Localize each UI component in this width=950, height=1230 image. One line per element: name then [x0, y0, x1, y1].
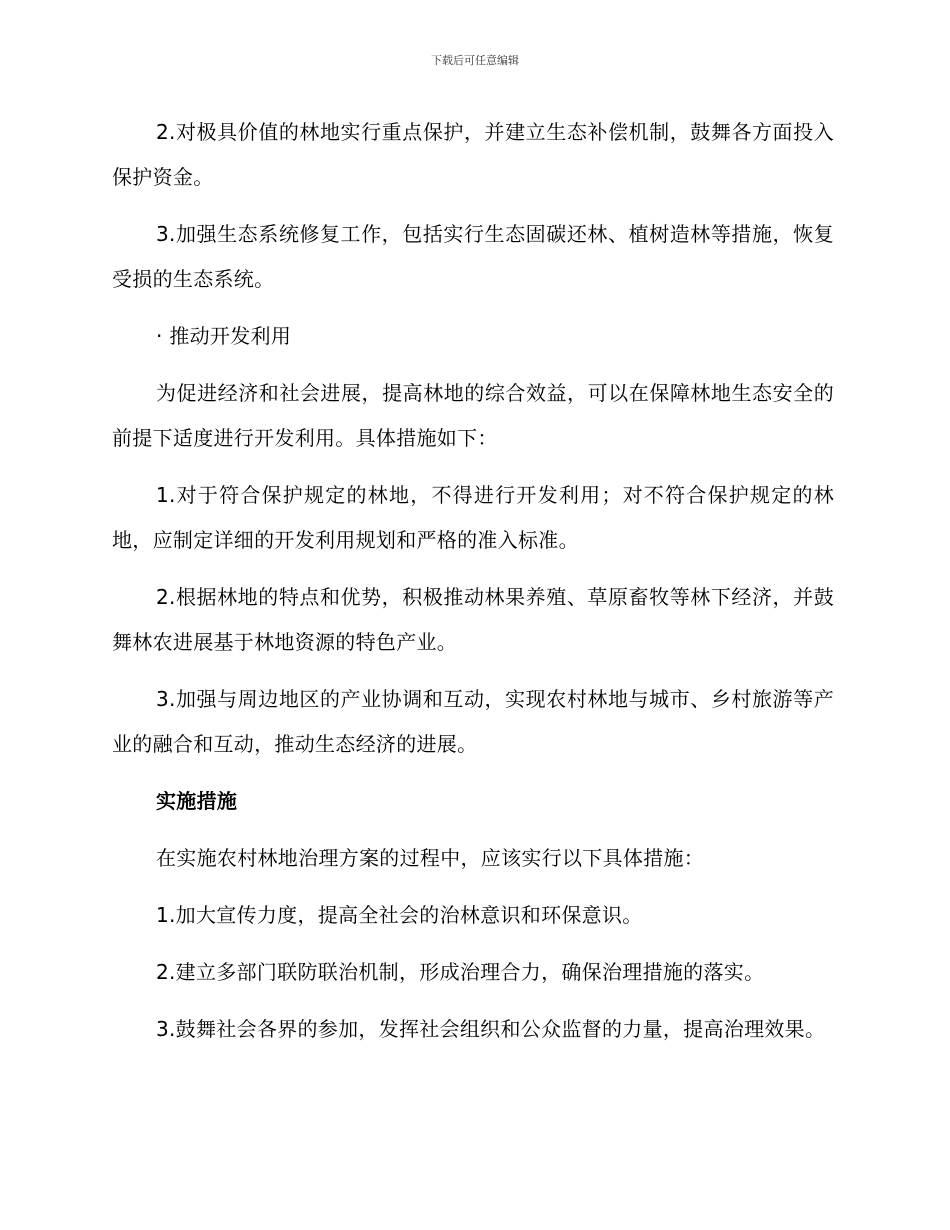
- paragraph-implementation-intro: 在实施农村林地治理方案的过程中，应该实行以下具体措施：: [156, 846, 705, 870]
- paragraph-protection-2: 2.对极具价值的林地实行重点保护，并建立生态补偿机制，鼓舞各方面投入保护资金。: [112, 120, 834, 189]
- paragraph-implementation-1: 1.加大宣传力度，提高全社会的治林意识和环保意识。: [156, 903, 643, 927]
- paragraph-development-1: 1.对于符合保护规定的林地，不得进行开发利用；对不符合保护规定的林地，应制定详细的开发利用规划和严格的准入标准。: [112, 483, 834, 552]
- section-heading-implementation: 实施措施: [156, 789, 238, 813]
- document-body: [112, 110, 834, 1064]
- paragraph-protection-3: 3.加强生态系统修复工作，包括实行生态固碳还林、植树造林等措施，恢复受损的生态系统。: [112, 222, 834, 291]
- paragraph-development-intro: 为促进经济和社会进展，提高林地的综合效益，可以在保障林地生态安全的前提下适度进行开发利用。具体措施如下：: [112, 381, 834, 450]
- paragraph-development-3: 3.加强与周边地区的产业协调和互动，实现农村林地与城市、乡村旅游等产业的融合和互动，推动生态经济的进展。: [112, 687, 834, 756]
- page-header: 下载后可任意编辑: [431, 54, 519, 67]
- paragraph-development-2: 2.根据林地的特点和优势，积极推动林果养殖、草原畜牧等林下经济，并鼓舞林农进展基于林地资源的特色产业。: [112, 585, 834, 654]
- paragraph-implementation-2: 2.建立多部门联防联治机制，形成治理合力，确保治理措施的落实。: [156, 960, 765, 984]
- section-bullet-development: · 推动开发利用: [156, 324, 292, 348]
- paragraph-implementation-3: 3.鼓舞社会各界的参加，发挥社会组织和公众监督的力量，提高治理效果。: [156, 1017, 826, 1041]
